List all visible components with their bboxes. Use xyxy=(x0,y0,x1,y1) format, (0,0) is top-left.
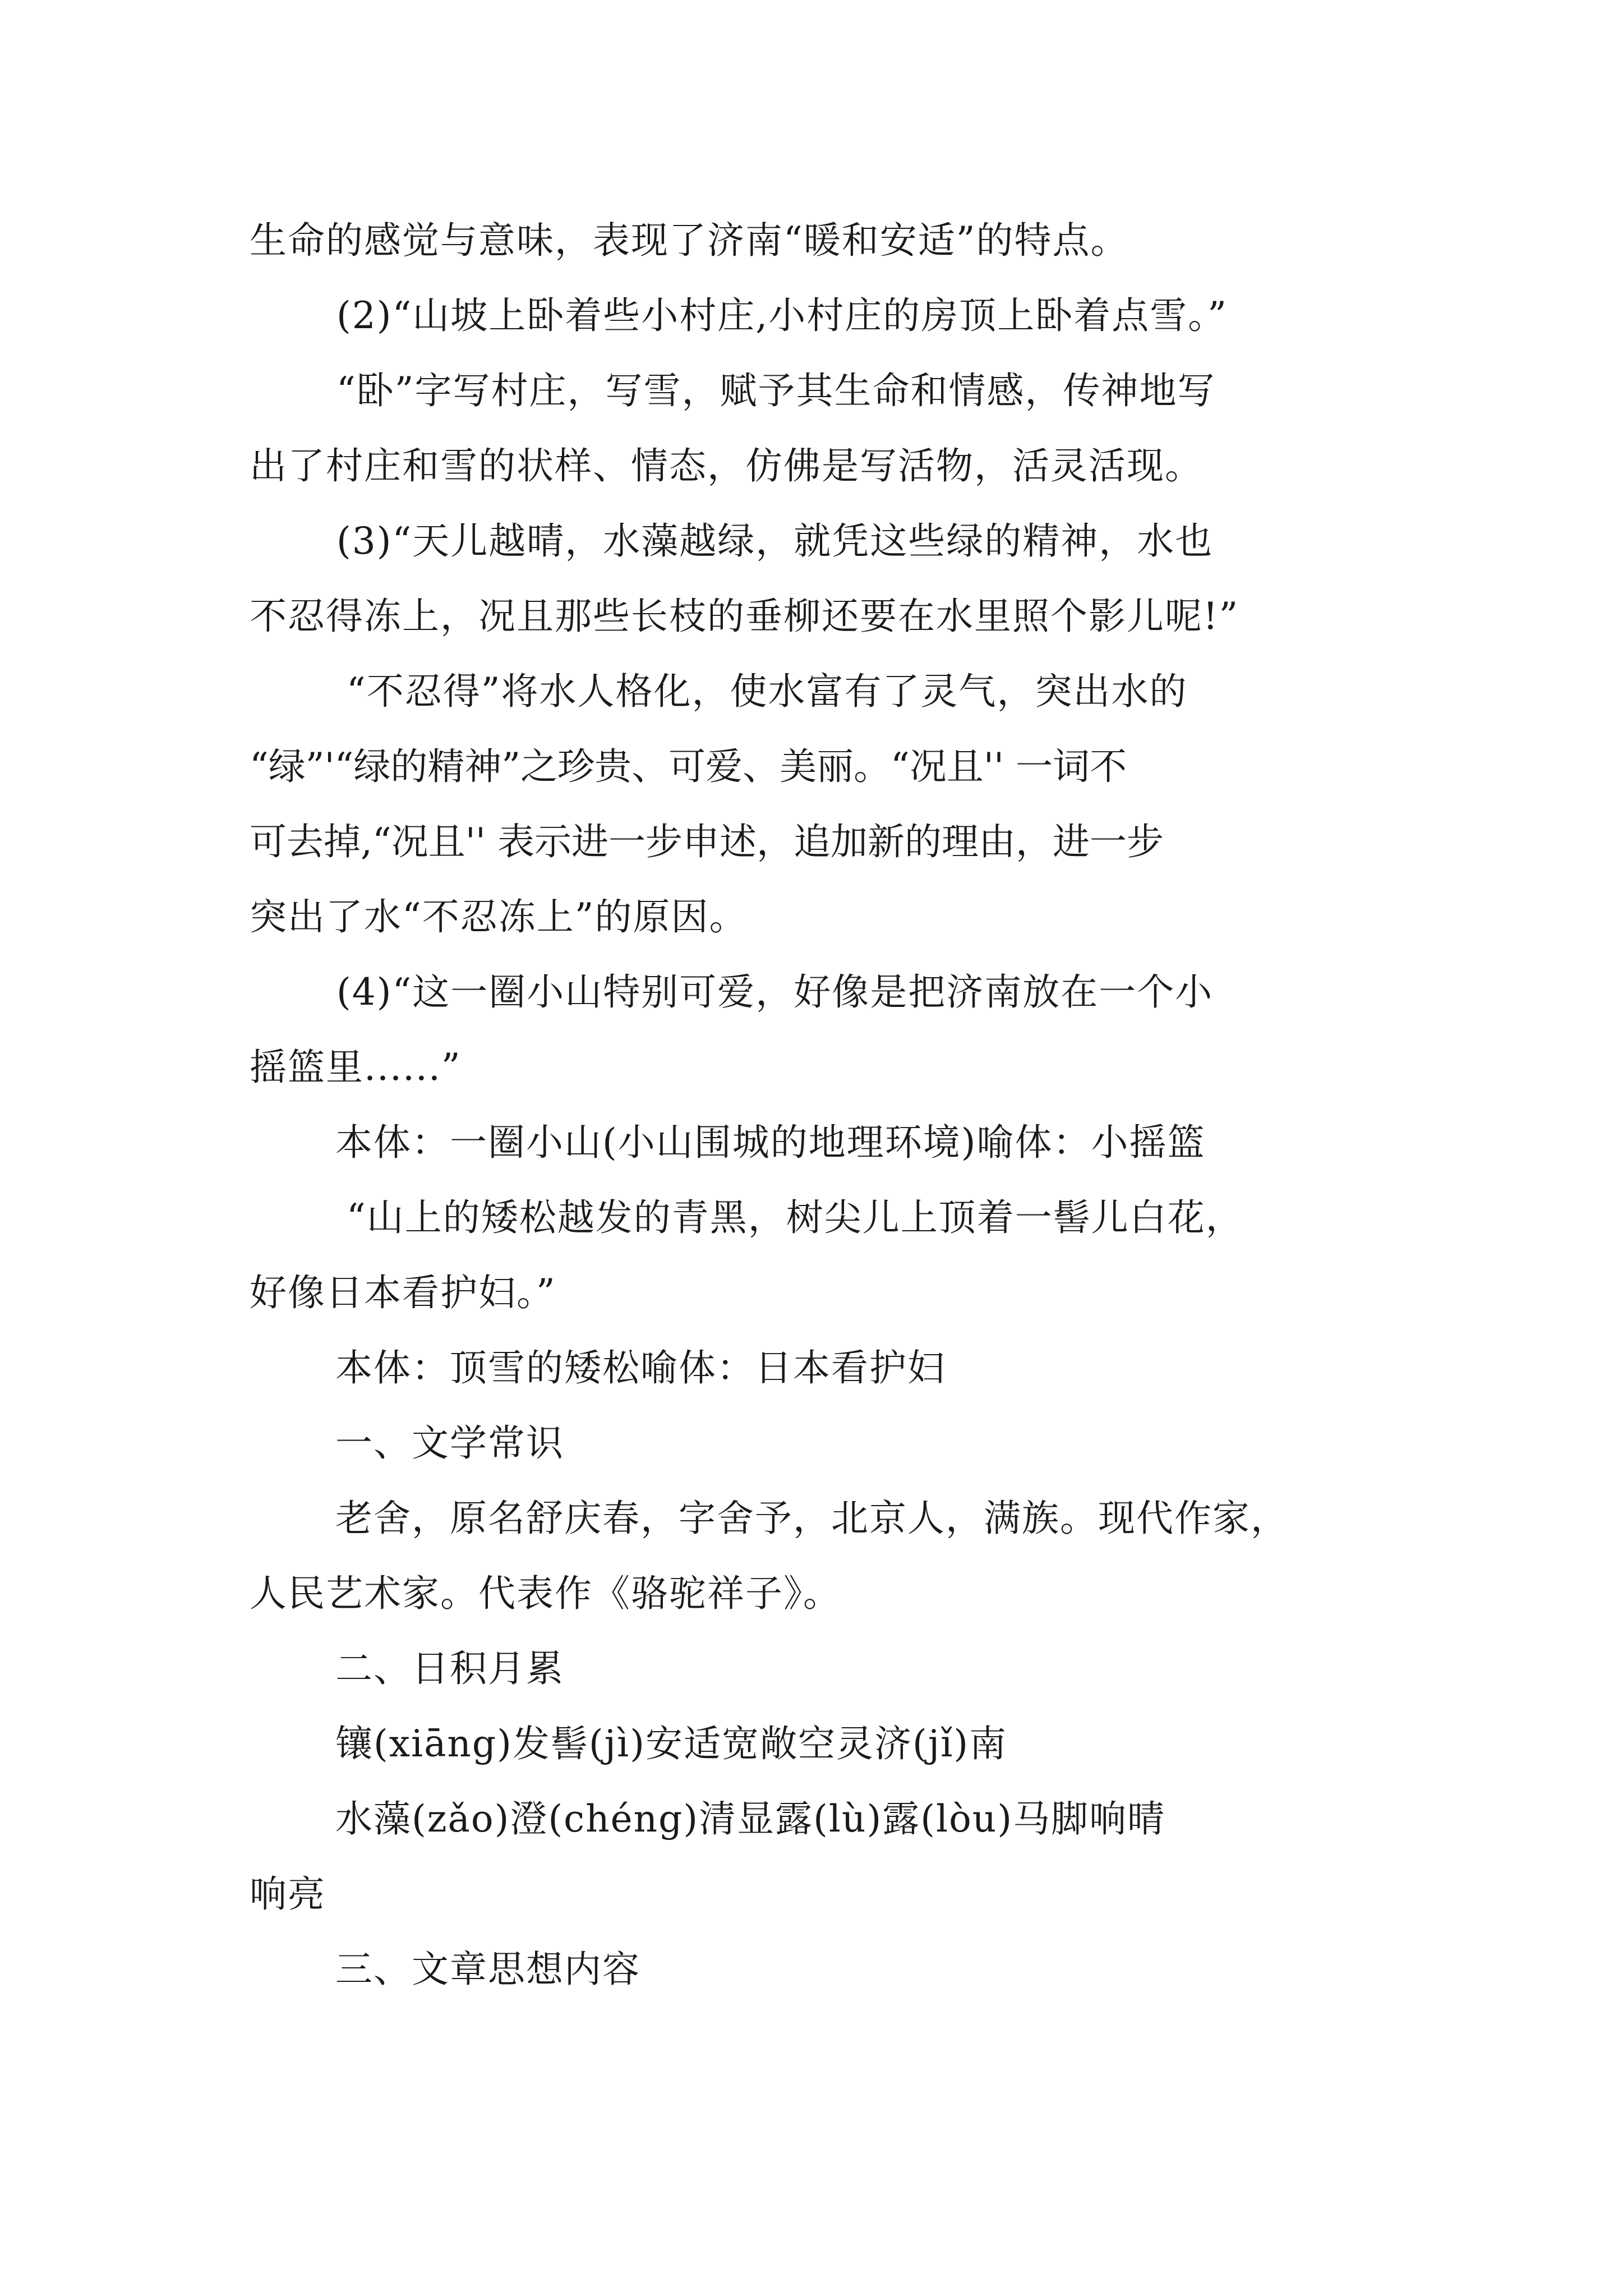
text-line: 人民艺术家。代表作《骆驼祥子》。 xyxy=(250,1572,841,1615)
text-line: 老舍，原名舒庆春，字舍予，北京人，满族。现代作家， xyxy=(335,1497,1289,1540)
text-line: “不忍得”将水人格化，使水富有了灵气，突出水的 xyxy=(347,670,1188,713)
text-line: 好像日本看护妇。” xyxy=(250,1271,556,1314)
text-line: 响亮 xyxy=(250,1872,326,1916)
text-line: 本体：顶雪的矮松喻体：日本看护妇 xyxy=(335,1346,946,1389)
text-line: 不忍得冻上，况且那些长枝的垂柳还要在水里照个影儿呢!” xyxy=(250,595,1239,638)
text-line: (2)“山坡上卧着些小村庄,小村庄的房顶上卧着点雪。” xyxy=(336,294,1228,337)
text-line: 生命的感觉与意味，表现了济南“暖和安适”的特点。 xyxy=(250,219,1129,262)
text-line: “山上的矮松越发的青黑，树尖儿上顶着一髻儿白花， xyxy=(347,1196,1244,1239)
section-heading: 三、文章思想内容 xyxy=(335,1948,640,1991)
text-line: 可去掉,“况且'' 表示进一步申述，追加新的理由，进一步 xyxy=(250,820,1164,863)
text-line: (4)“这一圈小山特别可爱，好像是把济南放在一个小 xyxy=(336,970,1214,1014)
text-line: 本体：一圈小山(小山围城的地理环境)喻体：小摇篮 xyxy=(335,1121,1206,1164)
text-line: (3)“天儿越晴，水藻越绿，就凭这些绿的精神，水也 xyxy=(336,519,1214,563)
text-line: 摇篮里......” xyxy=(250,1046,462,1089)
text-line: 水藻(zǎo)澄(chéng)清显露(lù)露(lòu)马脚响晴 xyxy=(335,1797,1166,1841)
text-line: “绿”'“绿的精神”之珍贵、可爱、美丽。“况且'' 一词不 xyxy=(250,745,1127,788)
section-heading: 一、文学常识 xyxy=(335,1421,564,1465)
text-line: 镶(xiāng)发髻(jì)安适宽敞空灵济(jǐ)南 xyxy=(335,1722,1008,1765)
text-line: 出了村庄和雪的状样、情态，仿佛是写活物，活灵活现。 xyxy=(250,444,1203,487)
text-line: 突出了水“不忍冻上”的原因。 xyxy=(250,895,748,938)
text-line: “卧”字写村庄，写雪，赋予其生命和情感，传神地写 xyxy=(336,369,1216,412)
section-heading: 二、日积月累 xyxy=(335,1647,564,1690)
